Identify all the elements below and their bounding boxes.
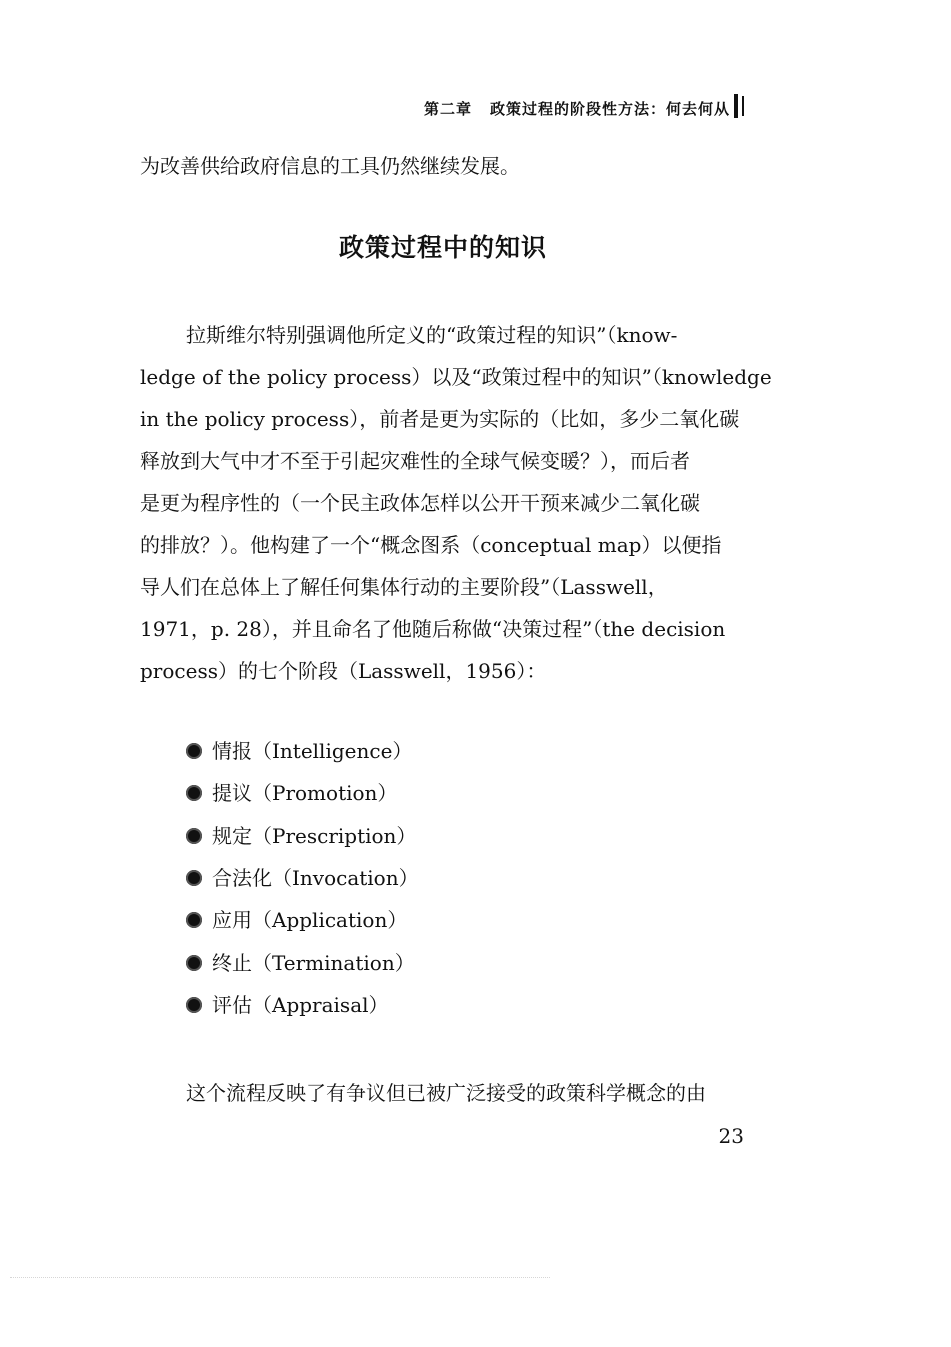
bullet-icon [186,870,202,886]
continuation-text: 为改善供给政府信息的工具仍然继续发展。 [140,154,520,178]
bullet-icon [186,912,202,928]
list-item [186,815,419,857]
list-item [186,984,419,1026]
bullet-icon [186,955,202,971]
chapter-label: 第二章 [423,100,472,118]
list-item [186,730,419,772]
stage-label: 提议（Promotion） [212,781,398,806]
list-item [186,941,419,983]
stage-label: 应用（Application） [212,908,408,933]
paragraph-line: 1971，p. 28），并且命名了他随后称做“决策过程”（the decision [140,617,726,641]
stage-label: 评估（Appraisal） [212,992,389,1017]
header-edge-mark [734,94,748,118]
page-number: 23 [718,1124,744,1148]
bullet-icon [186,785,202,801]
paragraph-line: ledge of the policy process）以及“政策过程中的知识”（knowledge [140,365,772,389]
running-header [340,98,730,119]
paragraph-line: 拉斯维尔特别强调他所定义的“政策过程的知识”（know- [186,323,678,347]
bullet-icon [186,828,202,844]
chapter-title: 政策过程的阶段性方法：何去何从 [489,100,730,118]
decision-stage-list [186,730,419,1026]
list-item [186,772,419,814]
list-item [186,899,419,941]
bullet-icon [186,997,202,1013]
section-title: 政策过程中的知识 [338,233,547,262]
list-item [186,857,419,899]
paragraph-line: 释放到大气中才不至于引起灾难性的全球气候变暖？），而后者 [140,449,690,473]
scan-artifact [10,1277,550,1282]
paragraph-2: 这个流程反映了有争议但已被广泛接受的政策科学概念的由 [186,1081,706,1105]
paragraph-line: process）的七个阶段（Lasswell，1956）： [140,659,547,683]
paragraph-line: 导人们在总体上了解任何集体行动的主要阶段”（Lasswell， [140,575,668,599]
paragraph-line: 是更为程序性的（一个民主政体怎样以公开干预来减少二氧化碳 [140,491,700,515]
bullet-icon [186,743,202,759]
stage-label: 情报（Intelligence） [212,739,413,764]
stage-label: 规定（Prescription） [212,823,417,848]
paragraph-1 [140,314,772,692]
paragraph-line: 的排放？）。他构建了一个“概念图系（conceptual map）以便指 [140,533,722,557]
stage-label: 合法化（Invocation） [212,866,419,891]
paragraph-line: in the policy process），前者是更为实际的（比如，多少二氧化碳 [140,407,740,431]
stage-label: 终止（Termination） [212,950,415,975]
